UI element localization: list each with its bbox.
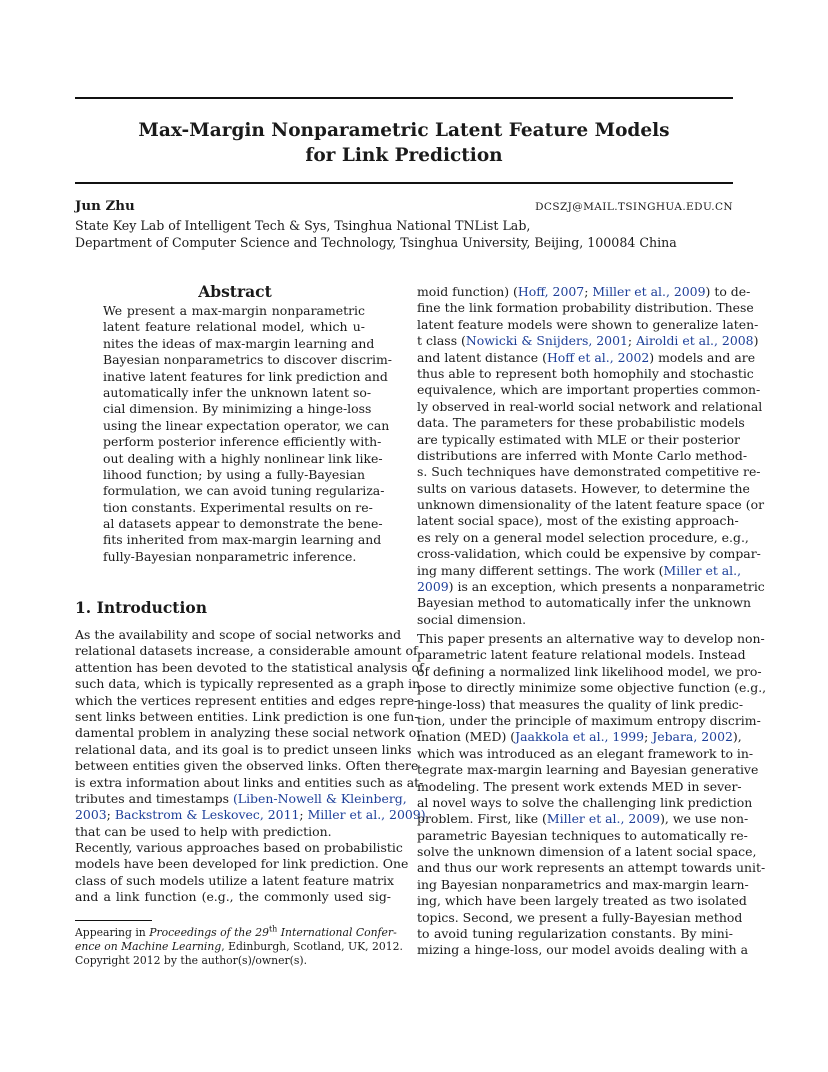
citation-link[interactable]: Airoldi et al., 2008 — [636, 333, 754, 349]
text-line: out dealing with a highly nonlinear link like- — [103, 450, 383, 466]
footnote-line-1: Appearing in Proceedings of the 29th International Confer- — [75, 924, 397, 939]
text-line: is extra information about links and entities such as at- — [75, 774, 424, 790]
text-line: fully-Bayesian nonparametric inference. — [103, 548, 357, 564]
text-line: class of such models utilize a latent feature matrix — [75, 872, 395, 888]
text-line: ing many different settings. The work (Miller et al., — [417, 562, 742, 578]
footnote-line-2: ence on Machine Learning, Edinburgh, Scotland, UK, 2012. — [75, 940, 403, 954]
text-line: latent social space), most of the existing approach- — [417, 513, 739, 529]
text-line: which the vertices represent entities and edges repre- — [75, 692, 419, 708]
footnote-rule — [75, 920, 152, 921]
text-line: parametric latent feature relational models. Instead — [417, 647, 746, 663]
text-line: social dimension. — [417, 611, 527, 627]
text-line: mizing a hinge-loss, our model avoids dealing with a — [417, 942, 749, 958]
footnote-line-3: Copyright 2012 by the author(s)/owner(s). — [75, 954, 308, 968]
text-line: perform posterior inference efficiently with- — [103, 434, 382, 450]
text-line: Bayesian method to automatically infer the unknown — [417, 595, 751, 611]
citation-link[interactable]: Jebara, 2002 — [652, 729, 733, 745]
text-line: cross-validation, which could be expensive by compar- — [417, 546, 761, 562]
text-line: data. The parameters for these probabilistic models — [417, 415, 745, 431]
citation-link[interactable]: Hoff et al., 2002 — [546, 349, 650, 365]
text-line: such data, which is typically represented as a graph in — [75, 676, 421, 692]
text-line: attention has been devoted to the statistical analysis of — [75, 659, 424, 675]
text-line: ination (MED) (Jaakkola et al., 1999; Jebara, 2002), — [417, 729, 742, 745]
text-line: damental problem in analyzing these social network or — [75, 725, 423, 741]
author-email: DCSZJ@MAIL.TSINGHUA.EDU.CN — [535, 201, 733, 213]
text-line: latent feature models were shown to generalize laten- — [417, 316, 759, 332]
text-line: fits inherited from max-margin learning and — [103, 532, 382, 548]
text-line: 2003; Backstrom & Leskovec, 2011; Miller et al., 2009) — [75, 807, 426, 823]
text-line: between entities given the observed links. Often there — [75, 758, 419, 774]
title-line-2: for Link Prediction — [305, 145, 503, 166]
citation-link[interactable]: Hoff, 2007 — [517, 284, 585, 299]
text-line: lihood function; by using a fully-Bayesian — [103, 466, 365, 482]
text-line: This paper presents an alternative way to develop non- — [417, 631, 765, 646]
text-line: Recently, various approaches based on probabilistic — [75, 840, 403, 855]
text-line: distributions are inferred with Monte Carlo method- — [417, 447, 748, 463]
text-line: s. Such techniques have demonstrated competitive re- — [417, 464, 761, 480]
citation-link[interactable]: Nowicki & Snijders, 2001 — [465, 333, 628, 349]
top-rule — [75, 97, 733, 99]
text-line: Bayesian nonparametrics to discover discrim- — [103, 352, 393, 368]
right-paragraph-2 — [417, 631, 767, 959]
text-line: equivalence, which are important properties common- — [417, 382, 761, 398]
text-line: relational datasets increase, a considerable amount of — [75, 643, 418, 659]
text-line: fine the link formation probability distribution. These — [417, 300, 754, 316]
text-line: tributes and timestamps (Liben-Nowell & Kleinberg, — [75, 790, 407, 806]
footnote — [75, 924, 403, 969]
text-line: cial dimension. By minimizing a hinge-loss — [103, 401, 372, 417]
text-line: which was introduced as an elegant framework to in- — [417, 745, 754, 761]
text-line: nites the ideas of max-margin learning and — [103, 335, 375, 351]
text-line: es rely on a general model selection procedure, e.g., — [417, 529, 749, 545]
text-line: to avoid tuning regularization constants. By mini- — [417, 926, 733, 942]
introduction-heading: 1. Introduction — [75, 598, 207, 617]
title-bottom-rule — [75, 182, 733, 184]
text-line: modeling. The present work extends MED in sever- — [417, 778, 742, 794]
text-line: thus able to represent both homophily and stochastic — [417, 365, 754, 381]
text-line: using the linear expectation operator, we can — [103, 417, 390, 433]
text-line: sent links between entities. Link prediction is one fun- — [75, 708, 419, 724]
text-line: ing Bayesian nonparametrics and max-margin learn- — [417, 876, 749, 892]
citation-link[interactable]: Jaakkola et al., 1999 — [515, 729, 645, 745]
text-line: unknown dimensionality of the latent feature space (or — [417, 497, 765, 513]
citation-link[interactable]: Miller et al., 2009 — [592, 284, 706, 299]
text-line: ly observed in real-world social network and relational — [417, 398, 763, 414]
text-line: al datasets appear to demonstrate the bene- — [103, 516, 383, 532]
text-line: and latent distance (Hoff et al., 2002) models and are — [417, 349, 756, 365]
text-line: relational data, and its goal is to predict unseen links — [75, 741, 412, 757]
text-line: sults on various datasets. However, to determine the — [417, 480, 750, 496]
text-line: parametric Bayesian techniques to automatically re- — [417, 827, 748, 843]
text-line: that can be used to help with prediction. — [75, 823, 332, 839]
text-line: of defining a normalized link likelihood model, we pro- — [417, 663, 762, 679]
paper-title — [75, 118, 733, 168]
abstract-body — [103, 303, 393, 565]
text-line: pose to directly minimize some objective function (e.g., — [417, 680, 767, 696]
citation-link[interactable]: Miller et al., 2009 — [546, 811, 661, 827]
text-line: tegrate max-margin learning and Bayesian generative — [417, 762, 759, 778]
citation-link[interactable]: 2003 — [75, 807, 107, 823]
text-line: tion constants. Experimental results on re- — [103, 499, 373, 515]
text-line: and thus our work represents an attempt towards unit- — [417, 860, 766, 876]
text-line: ing, which have been largely treated as two isolated — [417, 893, 747, 909]
text-line: topics. Second, we present a fully-Bayesian method — [417, 909, 743, 925]
citation-link[interactable]: Miller et al., — [663, 562, 742, 578]
text-line: hinge-loss) that measures the quality of link predic- — [417, 696, 744, 712]
text-line: al novel ways to solve the challenging link prediction — [417, 794, 753, 810]
text-line: models have been developed for link prediction. One — [75, 856, 409, 872]
text-line: latent feature relational model, which u- — [103, 319, 365, 335]
citation-link[interactable]: 2009 — [417, 579, 449, 595]
text-line: inative latent features for link prediction and — [103, 368, 388, 384]
text-line: 2009) is an exception, which presents a nonparametric — [417, 579, 765, 595]
text-line: tion, under the principle of maximum entropy discrim- — [417, 712, 761, 728]
abstract-heading: Abstract — [198, 282, 272, 301]
text-line: moid function) (Hoff, 2007; Miller et al., 2009) to de- — [417, 284, 751, 299]
text-line: formulation, we can avoid tuning regulariza- — [103, 483, 385, 499]
text-line: and a link function (e.g., the commonly used sig- — [75, 889, 391, 905]
affiliation-line-1: State Key Lab of Intelligent Tech & Sys, Tsinghua National TNList Lab, — [75, 218, 531, 233]
title-line-1: Max-Margin Nonparametric Latent Feature Models — [138, 120, 670, 141]
text-line: As the availability and scope of social networks and — [75, 627, 402, 642]
author-name: Jun Zhu — [75, 198, 135, 214]
text-line: problem. First, like (Miller et al., 2009), we use non- — [417, 811, 749, 827]
intro-paragraph-2 — [75, 840, 409, 906]
citation-link[interactable]: Backstrom & Leskovec, 2011 — [114, 807, 300, 823]
text-line: solve the unknown dimension of a latent social space, — [417, 844, 757, 860]
citation-link[interactable]: (Liben-Nowell & Kleinberg, — [232, 790, 407, 806]
affiliation-line-2: Department of Computer Science and Technology, Tsinghua University, Beijing, 100084 China — [75, 235, 677, 250]
intro-paragraph-1 — [75, 627, 426, 840]
text-line: We present a max-margin nonparametric — [103, 303, 365, 318]
text-line: are typically estimated with MLE or their posterior — [417, 431, 740, 447]
text-line: automatically infer the unknown latent so- — [103, 384, 372, 400]
text-line: t class (Nowicki & Snijders, 2001; Airoldi et al., 2008) — [417, 333, 759, 349]
citation-link[interactable]: Miller et al., 2009) — [307, 807, 426, 823]
right-paragraph-1 — [417, 284, 765, 628]
